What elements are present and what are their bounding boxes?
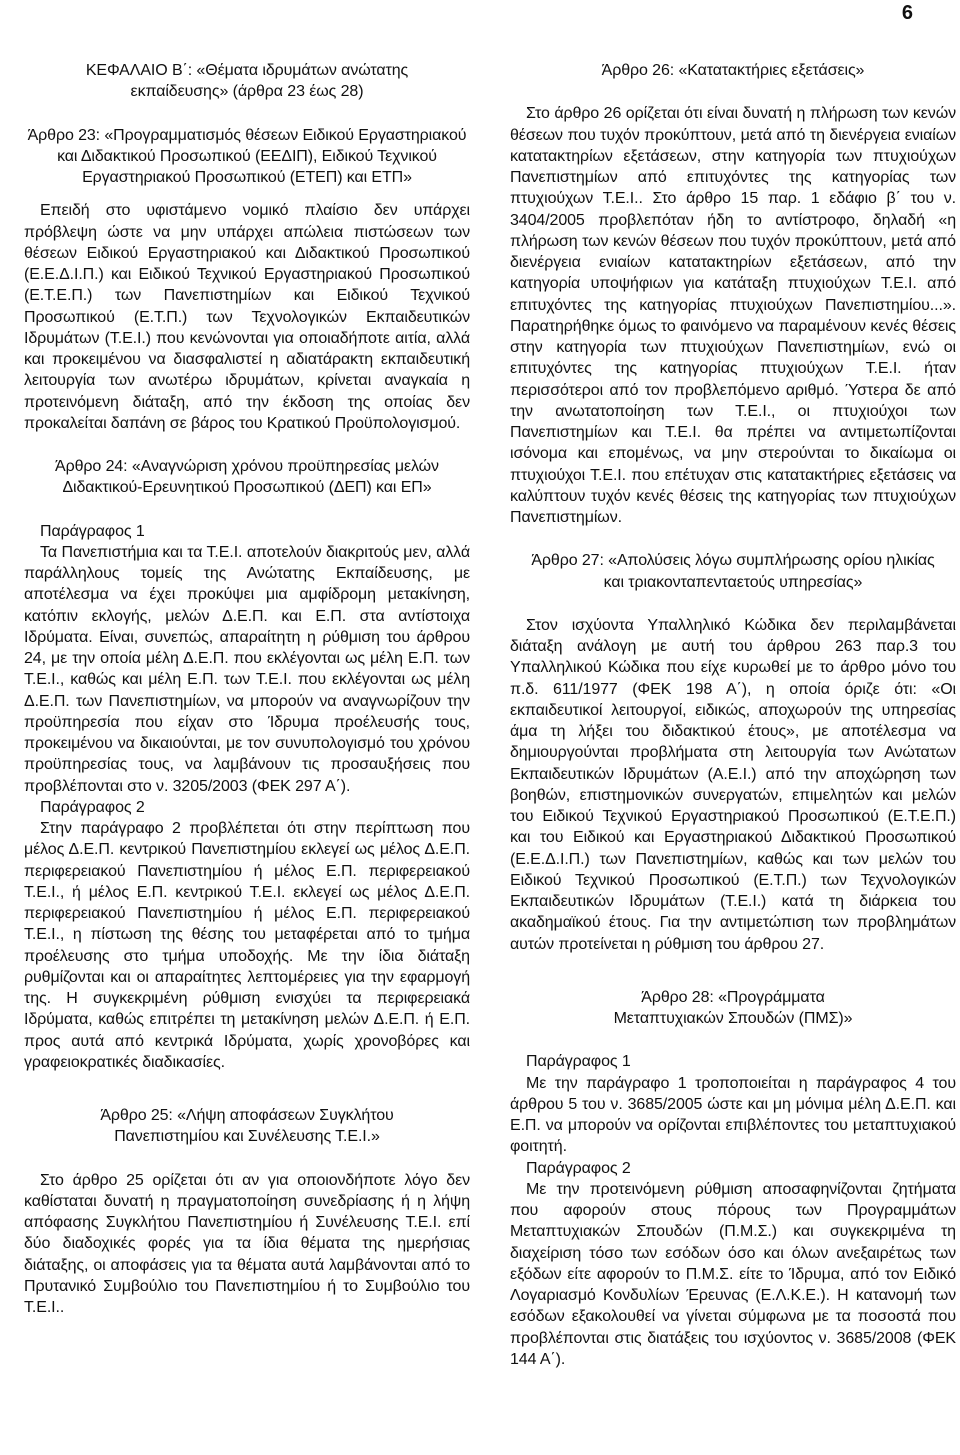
article-24-paragraph-1-text: Τα Πανεπιστήμια και τα Τ.Ε.Ι. αποτελούν διακριτούς μεν, αλλά παράλληλους τομείς της Ανώτατης Εκπαίδευσης, με αποτέλεσμα να έχει προκύψει μια αμφίδρομη μετακίνηση, κατόπιν εκλογής, μελών Δ.Ε.Π. και Ε.Π. στα αντίστοιχα Ιδρύματα. Είναι, συνεπώς, απαραίτητη η ρύθμιση του άρθρου 24, με την οποία μέλη Δ.Ε.Π. που εκλέγονται ως μέλη Ε.Π. των Τ.Ε.Ι., καθώς και μέλη Ε.Π. των Τ.Ε.Ι. που εκλέγονται ως μέλη Δ.Ε.Π. των Πανεπιστημίων, να μπορούν να αναγνωρίζουν την προϋπηρεσία που είχαν στο Ίδρυμα προέλευσής τους, προκειμένου να δικαιούνται, με τον συνυπολογισμό του χρόνου προϋπηρεσίας τους, να λαμβάνουν τις προσαυξήσεις που προβλέπονται στο ν. 3205/2003 (ΦΕΚ 297 Α΄). xyxy=(24,543,470,795)
article-24-paragraph-2-label: Παράγραφος 2 xyxy=(40,798,145,816)
article-27-heading: Άρθρο 27: «Απολύσεις λόγω συμπλήρωσης ορίου ηλικίας και τριακονταπενταετούς υπηρεσίας» xyxy=(531,552,935,591)
article-26-text: Στο άρθρο 26 ορίζεται ότι είναι δυνατή η πλήρωση των κενών θέσεων που τυχόν προκύπτουν, μετά από τη διενέργεια ενιαίων κατατακτηρίων εξετάσεων, στην κατηγορία των πτυχιούχων Πανεπιστημίων από επιτυχόντες της κατηγορίας των πτυχιούχων Τ.Ε.Ι.. Στο άρθρο 15 παρ. 1 εδάφιο β΄ του ν. 3404/2005 προβλεπόταν ήδη το αντίστροφο, δηλαδή «η πλήρωση των κενών θέσεων που τυχόν προκύπτουν, μετά από διενέργεια ενιαίων κατατακτηρίων εξετάσεων, από την κατηγορία υποψήφιων για κατάταξη πτυχιούχων Τ.Ε.Ι. από επιτυχόντες της κατηγορίας πτυχιούχων Πανεπιστημίου...». Παρατηρήθηκε όμως το φαινόμενο να παραμένουν κενές θέσεις στην κατηγορία των πτυχιούχων Πανεπιστημίων, ενώ οι επιτυχόντες της κατηγορίας πτυχιούχων Τ.Ε.Ι. ήταν περισσότεροι από τον προβλεπόμενο αριθμό. Ύστερα δε από την ανωτατοποίηση των Τ.Ε.Ι., οι πτυχιούχοι των Πανεπιστημίων και Τ.Ε.Ι. θα πρέπει να αντιμετωπίζονται ισόνομα και επομένως, να μην στερούνται το δικαίωμα οι πτυχιούχοι Τ.Ε.Ι. που επέτυχαν στις κατατακτήριες εξετάσεις να καλύπτουν τυχόν κενές θέσεις της κατηγορίας των πτυχιούχων Πανεπιστημίων. xyxy=(510,105,956,526)
article-24-heading: Άρθρο 24: «Αναγνώριση χρόνου προϋπηρεσίας μελών Διδακτικού-Ερευνητικού Προσωπικού (ΔΕΠ) και ΕΠ» xyxy=(55,458,439,497)
article-28-heading: Άρθρο 28: «Προγράμματα Μεταπτυχιακών Σπουδών (ΠΜΣ)» xyxy=(613,988,853,1027)
article-27-text: Στον ισχύοντα Υπαλληλικό Κώδικα δεν περιλαμβάνεται διάταξη ανάλογη με αυτή του άρθρου 263 παρ.3 του Υπαλληλικού Κώδικα που είχε κυρωθεί με το άρθρο μόνο του π.δ. 611/1977 (ΦΕΚ 198 Α΄), η οποία όριζε ότι: «Οι εκπαιδευτικοί λειτουργοί, ειδικώς, αποχωρούν της υπηρεσίας άμα τη λήξει του διδακτικού έτους», με αποτέλεσμα να δημιουργούνται προβλήματα στη λειτουργία των Ανώτατων Εκπαιδευτικών Ιδρυμάτων (Α.Ε.Ι.) από την αποχώρηση των βοηθών, επιστημονικών συνεργατών, επιμελητών και μελών του Ειδικού Τεχνικού Εργαστηριακού Προσωπικού (Ε.Τ.Ε.Π.) και του Ειδικού και Εργαστηριακού Διδακτικού Προσωπικού (Ε.Ε.Δ.Ι.Π.) των Πανεπιστημίων, καθώς και των μελών του Ειδικού Τεχνικού Προσωπικού (Ε.Τ.Π.) των Τεχνολογικών Εκπαιδευτικών Ιδρυμάτων (Τ.Ε.Ι.) κατά τη διάρκεια του ακαδημαϊκού έτους. Για την αντιμετώπιση των προβλημάτων αυτών προτείνεται η ρύθμιση του άρθρου 27. xyxy=(510,616,956,953)
article-28-paragraph-1-label: Παράγραφος 1 xyxy=(526,1053,631,1071)
article-24-paragraph-2-text: Στην παράγραφο 2 προβλέπεται ότι στην περίπτωση που μέλος Δ.Ε.Π. κεντρικού Πανεπιστημίου εκλεγεί ως μέλος Δ.Ε.Π. περιφερειακού Πανεπιστημίου ή μέλος Ε.Π. περιφερειακού Τ.Ε.Ι., ή μέλος Ε.Π. κεντρικού Τ.Ε.Ι. εκλεγεί ως μέλος Δ.Ε.Π. περιφερειακού Πανεπιστημίου ή μέλος Ε.Π. περιφερειακού Τ.Ε.Ι., η πίστωση της θέσης του μεταφέρεται από το τμήμα προέλευσης στο τμήμα υποδοχής. Με την ίδια διάταξη ρυθμίζονται και οι απαραίτητες λεπτομέρειες για την εφαρμογή της. Η συγκεκριμένη ρύθμιση ενισχύει τα περιφερειακά Ιδρύματα, καθώς επιτρέπει τη μετακίνηση μελών Δ.Ε.Π. ή Ε.Π. προς αυτά από κεντρικά Ιδρύματα, χωρίς χρονοβόρες και γραφειοκρατικές διαδικασίες. xyxy=(24,820,470,1071)
left-column xyxy=(24,60,470,1318)
right-column xyxy=(510,60,956,1370)
article-26-heading: Άρθρο 26: «Κατατακτήριες εξετάσεις» xyxy=(601,62,865,79)
article-25-text: Στο άρθρο 25 ορίζεται ότι αν για οποιονδήποτε λόγο δεν καθίσταται δυνατή η πραγματοποίηση συνεδρίασης ή η λήψη απόφασης Συγκλήτου Πανεπιστημίου ή Συνέλευσης Τ.Ε.Ι. επί δύο διαδοχικές φορές για τα ίδια θέματα της ημερήσιας διάταξης, οι αποφάσεις για τα θέματα αυτά λαμβάνονται από το Πρυτανικό Συμβούλιο του Πανεπιστημίου ή το Συμβούλιο του Τ.Ε.Ι.. xyxy=(24,1171,470,1316)
article-23-heading: Άρθρο 23: «Προγραμματισμός θέσεων Ειδικού Εργαστηριακού και Διδακτικού Προσωπικού (ΕΕΔΙΠ), Ειδικού Τεχνικού Εργαστηριακού Προσωπικού (ΕΤΕΠ) και ΕΤΠ» xyxy=(27,126,467,186)
article-28-paragraph-1-text: Με την παράγραφο 1 τροποποιείται η παράγραφος 4 του άρθρου 5 του ν. 3685/2005 ώστε και μη μόνιμα μέλη Δ.Ε.Π. και Ε.Π. να μπορούν να ορίζονται επιβλέποντες του μεταπτυχιακού φοιτητή. xyxy=(510,1074,956,1156)
article-25-heading: Άρθρο 25: «Λήψη αποφάσεων Συγκλήτου Πανεπιστημίου και Συνέλευσης Τ.Ε.Ι.» xyxy=(100,1107,394,1146)
article-23-text: Επειδή στο υφιστάμενο νομικό πλαίσιο δεν υπάρχει πρόβλεψη ώστε να μην υπάρχει απώλεια πιστώσεων των θέσεων Ειδικού Εργαστηριακού και Διδακτικού Προσωπικού (Ε.Ε.Δ.Ι.Π.) και Ειδικού Τεχνικού Εργαστηριακού Προσωπικού (Ε.Τ.Ε.Π.) των Πανεπιστημίων και Ειδικού Τεχνικού Προσωπικού (Ε.Τ.Π.) των Τεχνολογικών Εκπαιδευτικών Ιδρυμάτων (Τ.Ε.Ι.) που κενώνονται για οποιαδήποτε αιτία, αλλά και προκειμένου να διασφαλιστεί η αδιατάρακτη εκπαιδευτική λειτουργία των ανωτέρω ιδρυμάτων, κρίνεται αναγκαία η προτεινόμενη διάταξη, από την έκδοση της οποίας δεν προκαλείται δαπάνη σε βάρος του Κρατικού Προϋπολογισμού. xyxy=(24,202,470,432)
article-28-paragraph-2-text: Με την προτεινόμενη ρύθμιση αποσαφηνίζονται ζητήματα που αφορούν στους πόρους των Προγραμμάτων Μεταπτυχιακών Σπουδών (Π.Μ.Σ.) και συγκεκριμένα τη διαχείριση τόσο των εσόδων όσο και όλων ανεξαιρέτως των εξόδων είτε αφορούν το Π.Μ.Σ. είτε το Ίδρυμα, από τον Ειδικό Λογαριασμό Κονδυλίων Έρευνας (Ε.Λ.Κ.Ε.). Η κατανομή των εσόδων εξακολουθεί να γίνεται σύμφωνα με τα ποσοστά που προβλέπονται στις διατάξεις του ισχύοντος ν. 3685/2008 (ΦΕΚ 144 Α΄). xyxy=(510,1180,956,1368)
article-24-paragraph-1-label: Παράγραφος 1 xyxy=(40,522,145,540)
page-number: 6 xyxy=(901,2,913,24)
article-28-paragraph-2-label: Παράγραφος 2 xyxy=(526,1159,631,1177)
chapter-heading: ΚΕΦΑΛΑΙΟ Β΄: «Θέματα ιδρυμάτων ανώτατης εκπαίδευσης» (άρθρα 23 έως 28) xyxy=(85,62,409,101)
